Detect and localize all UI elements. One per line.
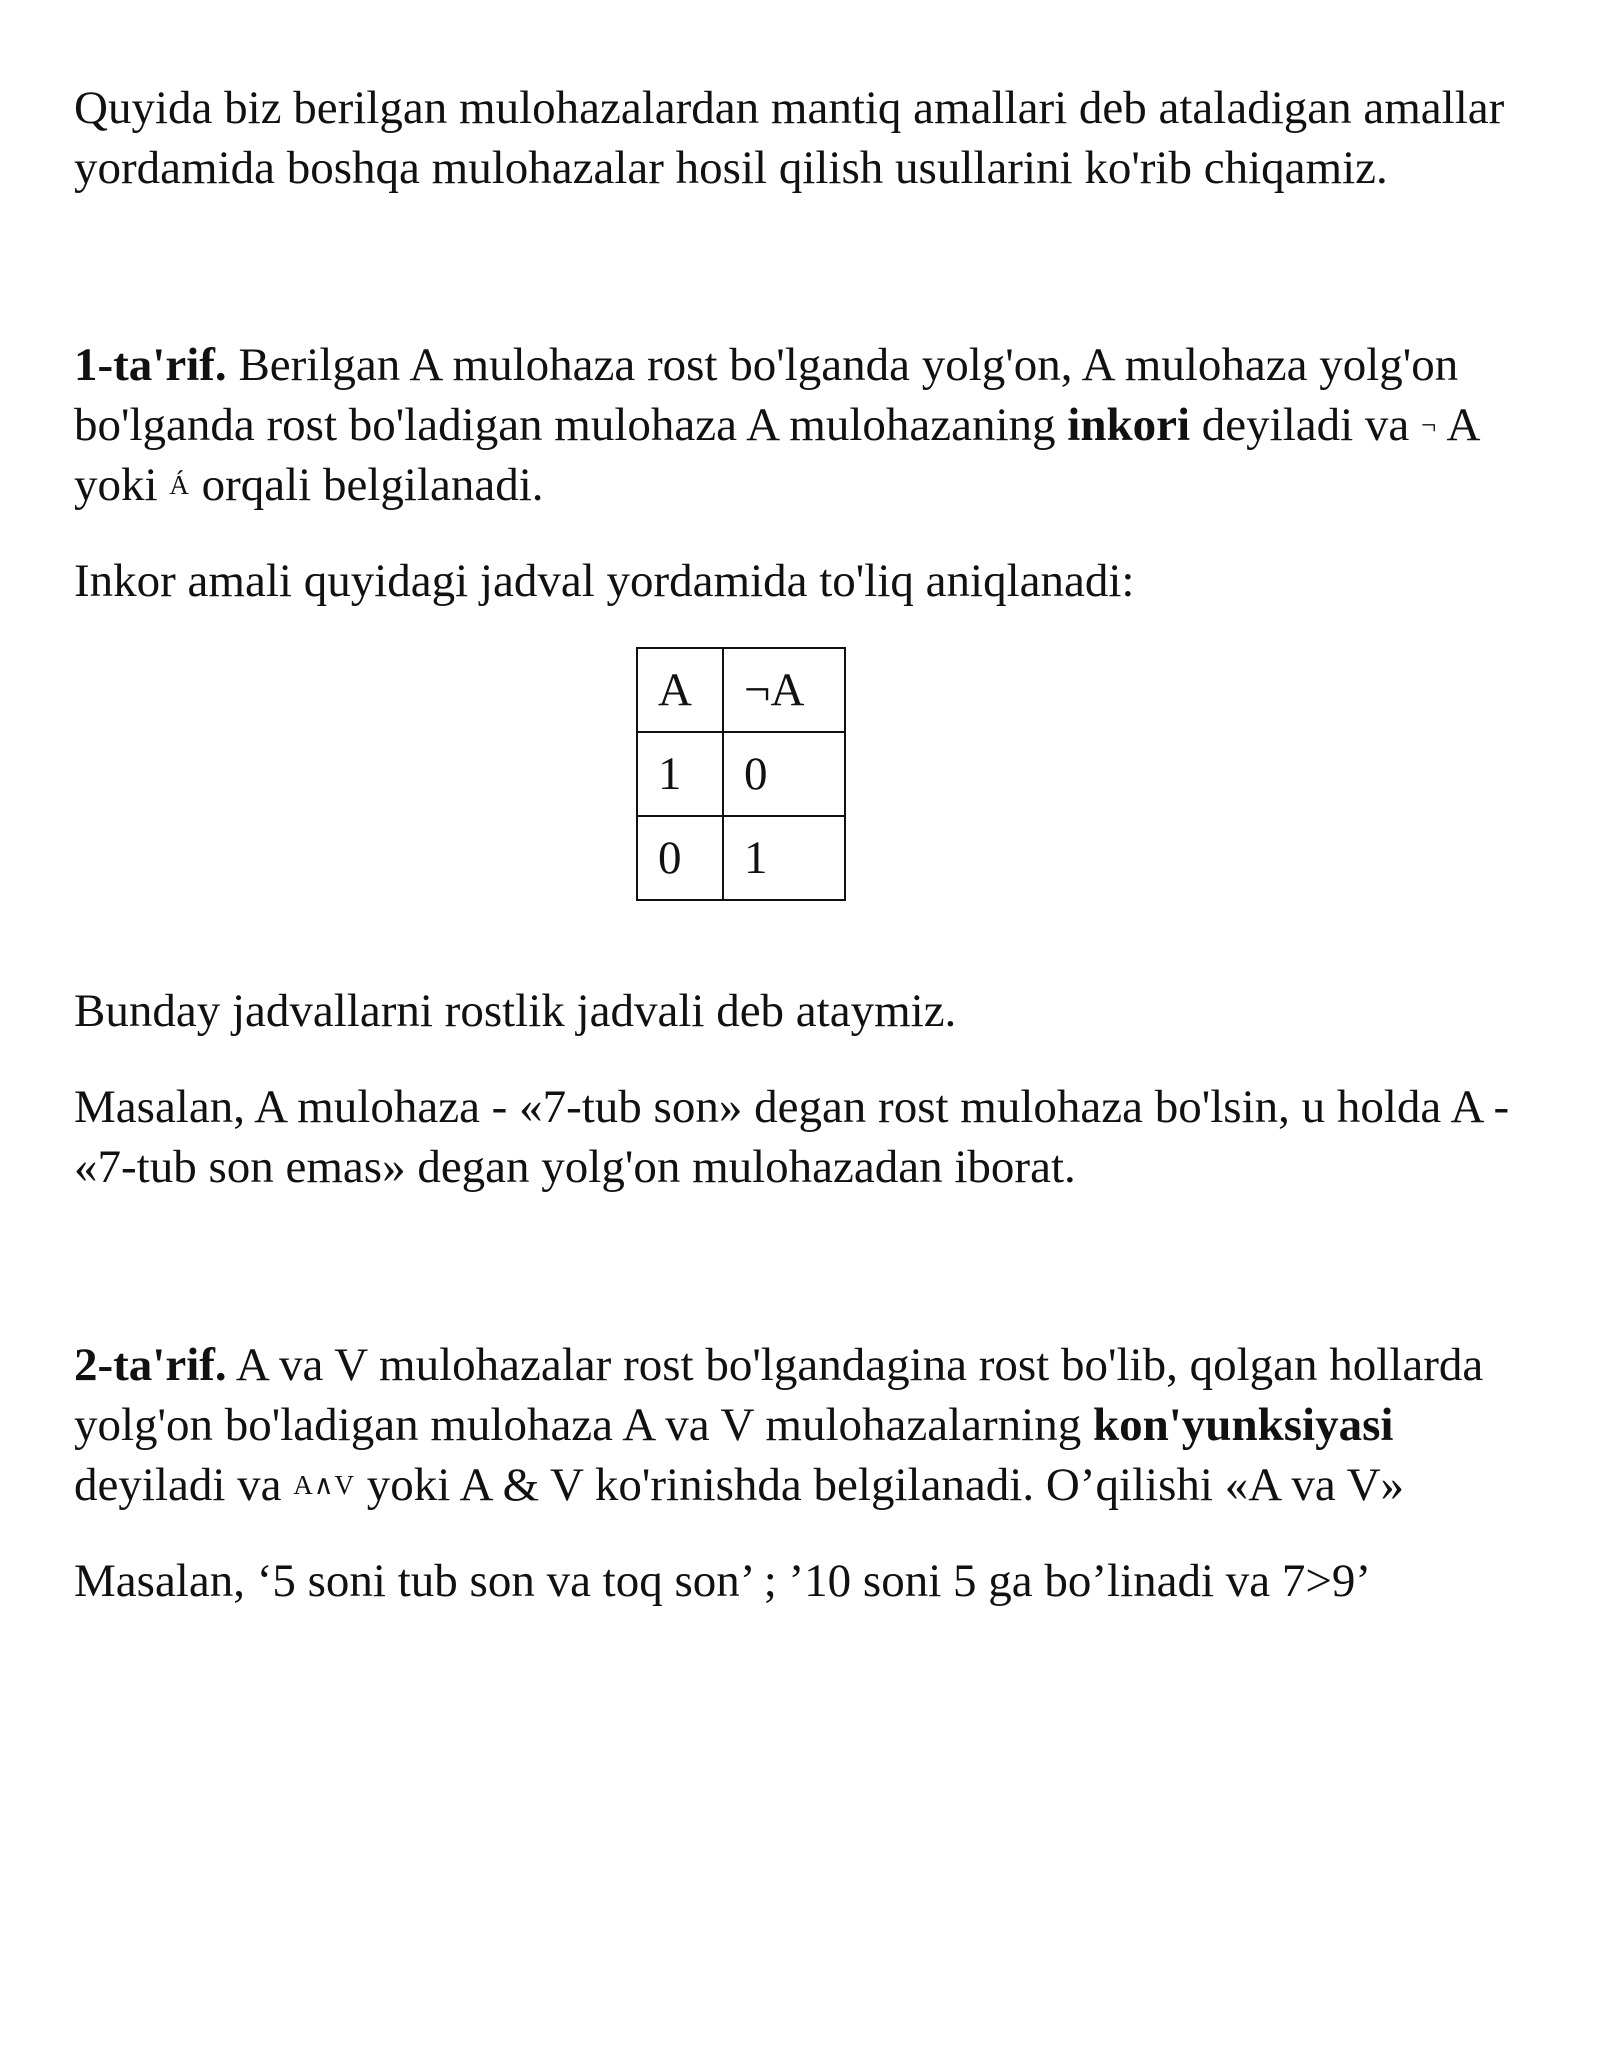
truth-table-note-paragraph: Bunday jadvallarni rostlik jadvali deb ataymiz. xyxy=(74,985,957,1037)
definition-2-term: kon'yunksiyasi xyxy=(1092,1399,1394,1451)
truth-table-row xyxy=(637,816,845,900)
example-1-paragraph: Masalan, A mulohaza - «7-tub son» degan rost mulohaza bo'lsin, u holda A - «7-tub son emas» degan yolg'on mulohazadan iborat. xyxy=(74,1081,1510,1193)
definition-1-text-part1: Berilgan A mulohaza rost bo'lganda yolg'on, A mulohaza yolg'on bo'lganda rost bo'ladigan mulohaza A mulohazaning xyxy=(74,339,1459,451)
definition-1-label: 1-ta'rif. xyxy=(74,339,227,391)
document-page xyxy=(74,78,1534,1611)
truth-table-header-cell: ¬A xyxy=(723,648,845,732)
truth-table-cell: 0 xyxy=(637,816,723,900)
negation-truth-table xyxy=(636,647,846,901)
example-2-paragraph: Masalan, ‘5 soni tub son va toq son’ ; ’10 soni 5 ga bo’linadi va 7>9’ xyxy=(74,1555,1372,1607)
definition-2-paragraph xyxy=(74,1335,1534,1515)
truth-table-header-row xyxy=(637,648,845,732)
definition-1-paragraph xyxy=(74,335,1534,515)
truth-table-header-cell: A xyxy=(637,648,723,732)
definition-1-term: inkori xyxy=(1067,399,1191,451)
definition-1-text-part3: A yoki xyxy=(74,399,1478,511)
truth-table-row xyxy=(637,732,845,816)
truth-table-wrapper xyxy=(74,647,1534,901)
definition-2-text-part1: A va V mulohazalar rost bo'lgandagina rost bo'lib, qolgan hollarda yolg'on bo'ladigan mulohaza A va V mulohazalarning xyxy=(74,1339,1484,1451)
definition-2-text-part2: deyiladi va xyxy=(74,1459,294,1511)
definition-2-text-part3: yoki A & V ko'rinishda belgilanadi. O’qilishi «A va V» xyxy=(355,1459,1405,1511)
definition-1-text-part2: deyiladi va xyxy=(1190,399,1422,451)
definition-2-label: 2-ta'rif. xyxy=(74,1339,227,1391)
definition-1-text-part4: orqali belgilanadi. xyxy=(189,459,544,511)
intro-paragraph: Quyida biz berilgan mulohazalardan mantiq amallari deb ataladigan amallar yordamida boshqa mulohazalar hosil qilish usullarini ko'rib chiqamiz. xyxy=(74,82,1505,194)
conjunction-symbol: A∧V xyxy=(293,1470,356,1500)
truth-table-cell: 1 xyxy=(723,816,845,900)
negation-symbol: ¬ xyxy=(1421,410,1438,440)
truth-table-cell: 1 xyxy=(637,732,723,816)
truth-table-cell: 0 xyxy=(723,732,845,816)
bar-a-symbol: Á xyxy=(169,470,190,500)
inkor-intro-paragraph: Inkor amali quyidagi jadval yordamida to'liq aniqlanadi: xyxy=(74,555,1135,607)
